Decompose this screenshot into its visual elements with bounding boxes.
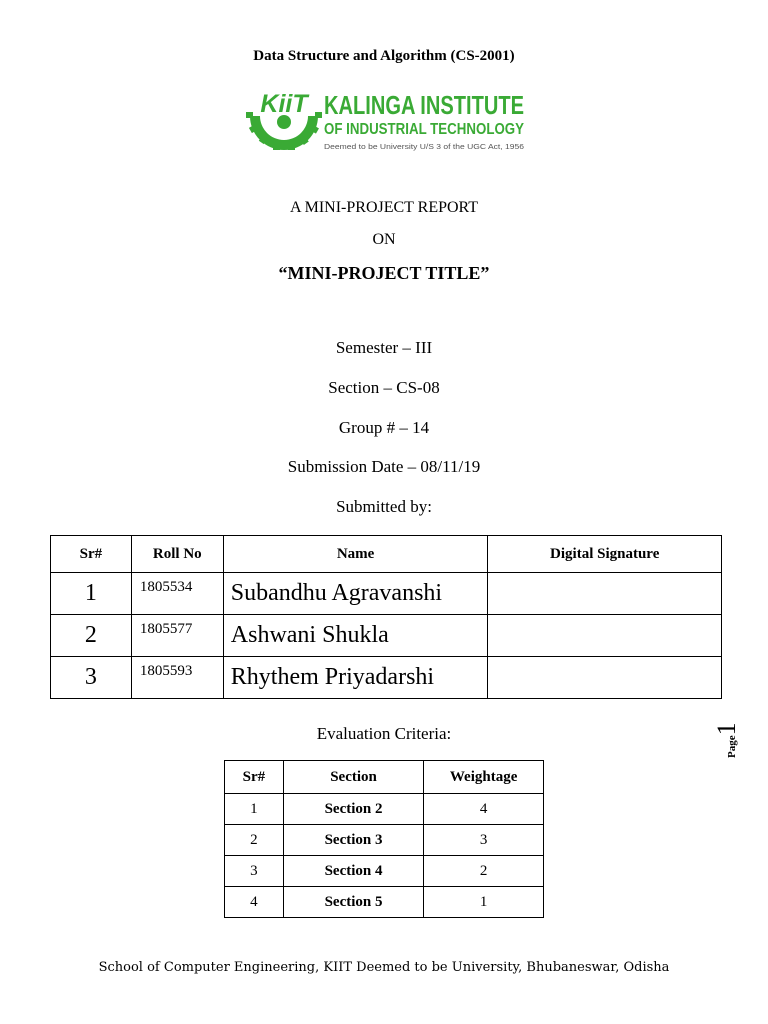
submitted-by-label: Submitted by: [336,497,432,516]
submission-date: Submission Date – 08/11/19 [287,457,481,476]
column-header: Sr# [51,536,132,573]
logo-name-line1: KALINGA INSTITUTE [324,90,524,120]
sr-cell: 2 [225,825,284,856]
column-header: Digital Signature [488,536,722,573]
table-row [225,887,544,918]
kiit-logo [244,86,534,152]
roll-cell: 1805577 [131,615,223,657]
students-table [50,535,722,699]
table-header-row [225,761,544,794]
table-row [51,573,722,615]
signature-cell [488,657,722,699]
logo-tagline: Deemed to be University U/S 3 of the UGC Act, 1956 [324,144,525,151]
report-on: ON [372,231,396,248]
page-number: 1 [712,722,741,736]
evaluation-label: Evaluation Criteria: [316,724,452,743]
section-cell: Section 3 [283,825,423,856]
section-cell: Section 4 [283,856,423,887]
signature-cell [488,615,722,657]
table-row [225,794,544,825]
group-number: Group # – 14 [338,418,430,437]
name-cell: Ashwani Shukla [223,615,488,657]
name-cell: Subandhu Agravanshi [223,573,488,615]
sr-cell: 2 [51,615,132,657]
sr-cell: 1 [225,794,284,825]
report-label: A MINI-PROJECT REPORT [289,199,479,216]
column-header: Weightage [424,761,544,794]
weightage-cell: 2 [424,856,544,887]
sr-cell: 1 [51,573,132,615]
weightage-cell: 3 [424,825,544,856]
logo-name-line2: OF INDUSTRIAL TECHNOLOGY [324,121,525,138]
table-row [51,657,722,699]
name-cell: Rhythem Priyadarshi [223,657,488,699]
course-title: Data Structure and Algorithm (CS-2001) [253,48,515,64]
table-header-row [51,536,722,573]
column-header: Roll No [131,536,223,573]
weightage-cell: 4 [424,794,544,825]
weightage-cell: 1 [424,887,544,918]
table-row [51,615,722,657]
roll-cell: 1805534 [131,573,223,615]
project-title: “MINI-PROJECT TITLE” [278,263,490,283]
sr-cell: 4 [225,887,284,918]
logo-mark: KiiT [260,90,308,118]
table-row [225,856,544,887]
column-header: Name [223,536,488,573]
page-number-marker [712,713,752,773]
section-cell: Section 5 [283,887,423,918]
sr-cell: 3 [225,856,284,887]
evaluation-table [224,760,544,918]
column-header: Section [283,761,423,794]
roll-cell: 1805593 [131,657,223,699]
table-row [225,825,544,856]
section: Section – CS-08 [328,378,440,397]
section-cell: Section 2 [283,794,423,825]
semester: Semester – III [335,338,433,357]
footer-text: School of Computer Engineering, KIIT Deemed to be University, Bhubaneswar, Odisha [98,960,670,975]
column-header: Sr# [225,761,284,794]
page-word: Page [726,735,738,758]
sr-cell: 3 [51,657,132,699]
signature-cell [488,573,722,615]
